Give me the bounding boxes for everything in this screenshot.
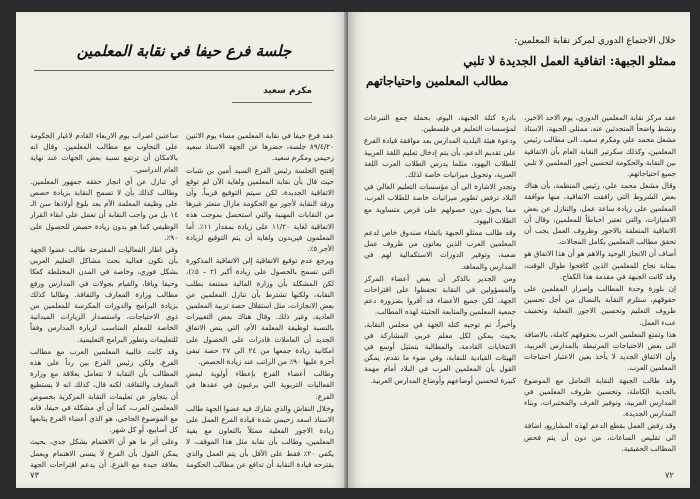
paragraph: ودعوة هيئة البلدية المدارس بعد موافقة قيادة الفرع على تقديم الدعم، بأن يتم إدخال تعليم اللغة العربية للطلاب اليهود، مثلما يدرس الطلاب العرب اللغة العبرية، وتحويل ميزانيات خاصة لذلك. [364, 136, 516, 180]
paragraph: وقد رفض العمل بقطع الدعم لهذه المشاريع، اضافة الى تقليص الساعات، من دون أن يتم فحص المطالب الحقيقية. [524, 421, 676, 453]
paragraph: وطالب أعضاء الفرع بإعطاء أولوية لبعض الفعاليات التربوية التي يرغبون في عقدها في الفرع. [186, 369, 334, 401]
paragraph: وأخيراً، تم توجيه كتلة الجهة في مجلس النقابة، بحيث يمكن لكل معلم عربي المشاركة في الانتخابات القادمة، والمطالبة بتمثيل أوسع في الهيئات القيادية للنقابة، وفي ضوء ما تقدم، يمكن القول بأن المعلمين العرب في البلاد أمام مهمة كبيرة لتحسين أوضاعهم وأوضاع المدارس العربية. [364, 319, 516, 385]
paragraph: أي تنازل عن أي انجاز حققه جمهور المعلمين. وطالب كذلك بأن لا تسمح النقابة بزيادة حصص على وظيفة المعلمة الأم بعد بلوغ أولادها سن الـ ١٤ بل من واجب النقابة أن تعمل على ابقاء القرار الوظيفي كما هو بدون زيادة حصص للحصول على ٩٠٪. [30, 176, 178, 242]
article-kicker: خلال الاجتماع الدوري لمركز نقابة المعلمين: [514, 36, 676, 46]
page-number-right: ٧٢ [664, 471, 674, 481]
paragraph: ومن الجدير بالذكر أن بعض أعضاء المركز والمسؤولين في النقابة تحفظوا على اقتراحات الجهة، لكن جميع الأعضاء قد أقروا بضرورة دعم جمعية المعلمين والمتابعة الحثيثة لهذه المطالب. [364, 273, 516, 317]
paragraph: إفتتح الجلسة رئيس الفرع السيد أمين بن شبات حيث قال بأن نقابة المعلمين ولغاية الآن لم توقع الاتفاقية الجديدة، لكن سيتم التوقيع قريباً. وأن ورقة النقابة لأجور مع الحكومة مازال متعثر غيرها من النقابات المهنية والتي استحصل بموجب هذه الاتفاقية لغاية ١١/٢٠ على زيادة بمقدار ١١٪. أما المعلمون فيريدون ولغاية أن يتم التوقيع لزيادة الأجر ٥٪. [186, 165, 334, 254]
paragraph: وقد طالب ممثلو الجبهة بانشاء صندوق خاص لدعم المعلمين العرب الذين يعانون من ظروف عمل صعبة، وتوفير الدورات الاستكمالية لهم في المدارس والمعاهد. [364, 228, 516, 271]
right-page-column-left [364, 112, 516, 468]
paragraph: وقد كانت غالبية المعلمين العرب مع مطالب الفرع، ولكن رئيس الفرع بين رداً على هذه المطالب بأن النقابة لا تتعامل بعلاقة مع وزارة المعارف والثقافة. لكنه قال، كذلك انه لا يستطيع أن يتجاوز عن تعليمات النقابة المركزية بخصوص المعلمين العرب، كما أن أي مشكلة في حيفا، فانه مع الموضوع الحاجي، هو الذي أعضاء الفرع يتابعها كل أسابيع، أو كل شهر. [30, 346, 178, 435]
paragraph: عقد فرع حيفا في نقابة المعلمين مساء يوم الاثنين ٨٩/٤/٢٠ جلسة، حضرها عن الجهة الاستاذ سعيد زحيمي ومكرم سعيد. [186, 131, 334, 163]
paragraph: وعلى أثر ما هو أن الاهتمام بشكل جدي، بحيث يمكن القول بأن الفرع لا ينسى الاهتمام ويعمل بعلاقة جيدة مع الفرع. أن يدعم اقتراحات الجهة [30, 437, 178, 469]
paragraph: أضاف أن الانجاز الوحيد والاهم هو أن هذا الاتفاق هو بمثابة نجاح للمعلمين الذين كافحوا طوال الوقت، وقد كانت الجبهة في مقدمة هذا الكفاح. [524, 249, 676, 281]
left-page-column-left [30, 130, 178, 470]
byline-rule [232, 102, 312, 103]
paragraph: وخلال النقاش والذي شارك فيه عضوا الجهة طالب الاستاذ اسعد زحيمي شدة قيادة الفرع العمل على زيادة الاجور الفعلية ممثلاً بالتعاون مع بقية المعلمين، وطالب بأن نقابة مثل هذا الموقف، لا يكفي ٢٠٪ فقط على الأقل بأن يتم العمل والذي يقترحه قيادة النقابة أن تدافع عن مطالب الحكومة [186, 403, 334, 469]
paragraph: بادرة كتلة الجبهة، اليوم، بحملة جمع التبرعات لمؤسسات التعليم في فلسطين. [364, 113, 516, 134]
paragraph: وتجدر الاشارة الى أن مؤسسات التعليم العالي في البلاد ترفض تطوير ميزانيات خاصة للطلاب العرب، مما يحول دون حصولهم على فرص متساوية مع الطلاب اليهود. [364, 182, 516, 225]
page-number-left: ٧٣ [30, 471, 40, 481]
headline-rule [34, 70, 334, 71]
paragraph: وقد طالب الجبهة النقابة التعامل مع الموضوع بالجدية الكاملة، وتحسين ظروف المعلمين في المدارس العربية، وتوفير الغرف والمختبرات، وبناء المدارس الجديدة. [524, 375, 676, 419]
paragraph: هذا وتمتع المعلمين العرب بحقوقهم كاملة، بالاضافة الى بعض الاحتياجات المرتبطة بالمدارس العربية، وأن الاتفاق الجديد لا يأخذ بعين الاعتبار احتياجات المعلمين العرب. [524, 329, 676, 373]
right-page-column-right [524, 112, 676, 468]
paragraph: ساعتين اضراب يوم الاربعاء القادم لاغيار الحكومة على التجاوب مع مطالب المعلمين. وقال انه بالامكان أن ترتفع نسبة بعض الجهات عند نهاية العام الدراسي. [30, 131, 178, 174]
paragraph: عقد مركز نقابة المعلمين الدوري، يوم الاحد الاخير، ونشط واضحاً المتحدثين عنه، ممثلي الجبهة، الاستاذ مشعل محمد علي ومكرم سعيد، الى مطالب رئيس المعلمين، وكذلك سكرتير النقابة العام بأن الاتفاقية بين النقابة والحكومة لتحسين أجور المعلمين لا تلبي جميع احتياجاتهم. [524, 113, 676, 179]
article-headline-line-1: ممثلو الجبهة: اتفاقية العمل الجديدة لا تلبي [463, 54, 676, 68]
paragraph: وقال مشعل محمد علي، رئيس المنظمة، بأن هناك بعض الشروط التي رافقت الاتفاقية، منها موافقة المعلمين على زيادة ساعة عمل، والتنازل عن بعض الامتيازات، والتي تعتبر احباطاً للمعلمين، وقال أن الاتفاقية المتعلقة بالاجور وظروف العمل يجب أن تحقق مطالب المعلمين بكامل المجالات. [524, 181, 676, 247]
author-byline: مكرم سعيد [263, 86, 312, 96]
paragraph: إن بلورة وحدة المطالب وإصرار المعلمين على حقوقهم، ستلزم النقابة بالنضال من أجل تحسين ظروف التعليم وتحسين الاجور الفعلية وتخفيف عبء العمل. [524, 284, 676, 327]
article-headline-line-2: مطالب المعلمين واحتياجاتهم [366, 74, 509, 88]
right-page [348, 12, 690, 488]
left-page-column-right [186, 130, 334, 470]
left-page-headline: جلسة فرع حيفا في نقابة المعلمين [76, 42, 292, 60]
left-page [16, 12, 348, 488]
paragraph: وفي اطار الفعاليات المقترحة طالب عضوا الجهة بأن تكون فعالية بحث مشاكل التعليم العربي بشكل فوري، وخاصة في المدن المختلطة كعكا وحيفا ويافا، والقيام بجولات في المدارس ورفع مطالب وزارة المعارف والثقافة. وطالبا كذلك بزيادة البرامج والدورات المكرسة للمعلمين من ذوي الاحتياجات، واستصدار الزيارات الميدانية الخاصة للمعلم المناسب لزيارة المدارس وفقاً للتعليمات وتطور البرامج التعليمية. [30, 245, 178, 344]
paragraph: ويرجع عدم توقيع الاتفاقية إلى الاتفاقية المذكورة التي تسمح بالحصول على زيادة أكبر (٢ – ٥٪)، لكن المشكلة بأن وزارة المالية ممتنعة بطلب النقابة، ولكنها تشترط بأن تنازل المعلمين عن بعض الانجازات، مثل استقلال حصة تربية المعلمين العادية، وغير ذلك. وقال هناك بعض التغييرات بالنسبة لوظيفة المعلمة الأم، التي ينص الاتفاق الجديد أن العاملات قادرات على الحصول على امكانية زيادة جمعها من ٢٤ الى ٢٧ حصة تبقى أجرة عليها ٩٠٪ من الراتب عند زيادة الحصص. [186, 256, 334, 367]
